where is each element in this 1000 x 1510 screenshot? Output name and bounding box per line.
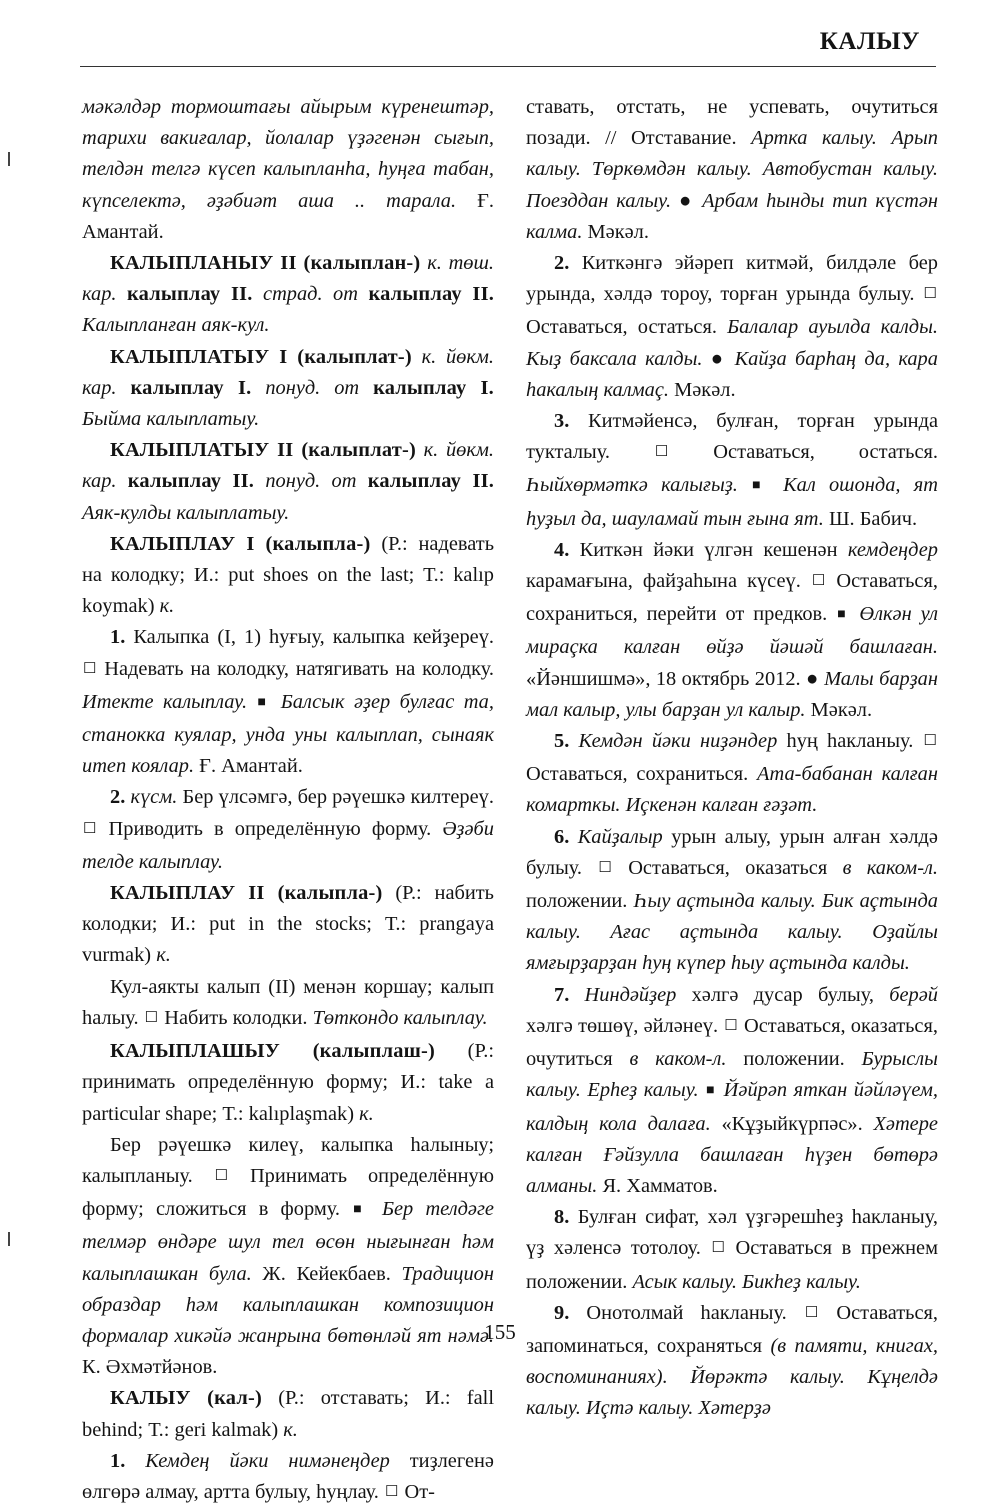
bullet-icon: ●	[678, 189, 695, 212]
sense-4: 4. Киткән йәки үлгән кешенән кемдеңдер карамағына, файҙаһына күсеү. ☐ Оставаться, сохраниться, перейти от предков. ■ Өлкән ул мираçка калған өйҙә йәшәй башлаған. «Йәншишмә», 18 октябрь 2012. ● Малы барҙан мал калыр, улы барҙан ул калыр. Мәкәл.	[526, 538, 938, 721]
white-square-icon: ☐	[711, 1240, 725, 1257]
white-square-icon: ☐	[923, 733, 937, 750]
bullet-icon: ●	[710, 347, 727, 370]
author: Ғ. Амантай.	[82, 189, 494, 243]
example-text: Аяк-кулды калыплатыу.	[82, 501, 290, 524]
example-text: Калыпланған аяк-кул.	[82, 314, 270, 337]
sense-1: 1. Кемдең йәки нимәнеңдер тиҙлегенә өлгөрә алмау, артта булыу, һуңлау. ☐ От-	[82, 1449, 494, 1503]
translations: (Р.: принимать определённую форму; И.: take a particular shape; Т.: kalıplaşmak)	[82, 1040, 494, 1125]
white-square-icon: ☐	[724, 1017, 738, 1034]
entry-kalyplau-1: КАЛЫПЛАУ I (калыпла-) (Р.: надевать на колодку; И.: put shoes on the last; Т.: kalıp koymak) к.	[82, 532, 494, 618]
translations: (Р.: отставать; И.: fall behind; Т.: geri kalmak)	[82, 1387, 494, 1441]
headword: КАЛЫПЛАШЫУ (калыплаш-)	[110, 1040, 436, 1063]
left-column	[82, 92, 494, 1510]
translations: (Р.: набить колодки; И.: put in the stocks; Т.: prangaya vurmak)	[82, 882, 494, 967]
sense: Кул-аякты калып (II) менән коршау; калып һалыу. ☐ Набить колодки. Төткондо калыплау.	[82, 975, 494, 1029]
bullet-icon: ●	[806, 667, 819, 690]
entry-kalyplatyu-1: КАЛЫПЛАТЫУ I (калыплат-) к. йөкм. кар. калыплау I. понуд. от калыплау I. Быйма калыплатыу.	[82, 345, 494, 431]
white-square-icon: ☐	[811, 573, 826, 590]
white-square-icon: ☐	[214, 1167, 229, 1184]
headword: КАЛЫПЛАТЫУ I (калыплат-)	[110, 345, 412, 368]
sense-6: 6. Кайҙалыр урын алыу, урын алған хәлдә булыу. ☐ Оставаться, оказаться в каком-л. положении. Һыу аçтында калыу. Бик аçтында калыу. Ағас аçтында калыу. Оҙайлы ямғырҙарҙан һуң күпер һыу аçтында калды.	[526, 825, 938, 975]
black-square-icon: ■	[837, 607, 850, 623]
entry-kalyplanyu-2: КАЛЫПЛАНЫУ II (калыплан-) к. төш. кар. калыплау II. страд. от калыплау II. Калыпланған аяк-кул.	[82, 252, 494, 337]
example-text: Быйма калыплатыу.	[82, 408, 260, 431]
entry-kalyplau-2: КАЛЫПЛАУ II (калыпла-) (Р.: набить колодки; И.: put in the stocks; Т.: prangaya vurmak) к.	[82, 882, 494, 967]
sense-7: 7. Ниндәйҙер хәлгә дусар булыу, берәй хәлгә төшөү, әйләнеү. ☐ Оставаться, оказаться, очутиться в каком-л. положении. Бурыслы калыу. Ерһеҙ калыу. ■ Йәйрәп яткан йәйләүем, калдың кола далаға. «Кұҙыйкүрпәс». Хәтере калған Ғәйзулла башлаған һүҙен бөтөрә алманы. Я. Хамматов.	[526, 983, 938, 1197]
sense-9: 9. Онотолмай һакланыу. ☐ Оставаться, запоминаться, сохраняться (в памяти, книгах, воспоминаниях). Йөрәктә калыу. Кұңелдә калыу. Иçтә калыу. Хәтерҙә	[526, 1301, 938, 1420]
headword: КАЛЫУ (кал-)	[110, 1387, 262, 1410]
white-square-icon: ☐	[923, 286, 937, 303]
black-square-icon: ■	[257, 694, 271, 710]
black-square-icon: ■	[752, 478, 769, 494]
headword: КАЛЫПЛАНЫУ II (калыплан-)	[110, 252, 421, 275]
sense-2: 2. күсм. Бер үлсәмгә, бер рәүешкә килтереү. ☐ Приводить в определённую форму. Әҙәби телде калыплау.	[82, 786, 494, 873]
white-square-icon: ☐	[804, 1304, 819, 1321]
header-rule	[80, 66, 936, 67]
sense-8: 8. Булған сифат, хәл үҙгәрешһеҙ һакланыу, үҙ хәленсә тотолоу. ☐ Оставаться в прежнем положении. Асык калыу. Бикһеҙ калыу.	[526, 1206, 938, 1293]
margin-mark	[8, 1232, 10, 1246]
white-square-icon: ☐	[654, 444, 669, 461]
white-square-icon: ☐	[144, 1009, 159, 1026]
page-number: 155	[484, 1320, 516, 1344]
entry-kalyplashyu: КАЛЫПЛАШЫУ (калыплаш-) (Р.: принимать определённую форму; И.: take a particular shape; Т.: kalıplaşmak) к.	[82, 1040, 494, 1125]
white-square-icon: ☐	[83, 820, 97, 837]
headword: КАЛЫПЛАУ I (калыпла-)	[110, 532, 371, 555]
black-square-icon: ■	[353, 1202, 369, 1218]
white-square-icon: ☐	[83, 660, 97, 677]
translations: (Р.: надевать на колодку; И.: put shoes on the last; Т.: kalıp koymak)	[82, 532, 494, 618]
sense: Бер рәүешкә килеү, калыпка һалыныу; калыпланыу. ☐ Принимать определённую форму; сложиться в форму. ■ Бер телдәге телмәр өндәре шул тел өсөн нығынған һәм калыплашкан була. Ж. Кейекбаев. Традицион образдар һәм калыплашкан композицион формалар хикәйә жанрына бөтөнләй ят нәмә. К. Әхмәтйәнов.	[82, 1133, 494, 1379]
sense-1: 1. Калыпка (I, 1) һуғыу, калыпка кейҙереү. ☐ Надевать на колодку, натягивать на колодку. Итекте калыплау. ■ Балсык әҙер булғас та, станокка куялар, унда уны калыплап, сынаяк итеп коялар. Ғ. Амантай.	[82, 626, 494, 778]
margin-mark	[8, 152, 10, 166]
sense-1-continuation: ставать, отстать, не успевать, очутиться позади. // Отставание. Артка калыу. Арып калыу. Төркөмдән калыу. Автобустан калыу. Поезддан калыу. ● Арбам һынды тип күстән калма. Мәкәл.	[526, 96, 938, 243]
sense-2: 2. Киткәнгә эйәреп китмәй, билдәле бер урында, хәлдә тороу, торған урында булыу. ☐ Оставаться, остаться. Балалар ауылда калды. Кыҙ баксала калды. ● Кайҙа барһаң да, кара һакалың калмаç. Мәкәл.	[526, 252, 938, 401]
black-square-icon: ■	[706, 1083, 717, 1099]
entry-continuation	[82, 92, 494, 248]
white-square-icon: ☐	[598, 859, 612, 876]
entry-kalyplatyu-2: КАЛЫПЛАТЫУ II (калыплат-) к. йөкм. кар. калыплау II. понуд. от калыплау II. Аяк-кулды калыплатыу.	[82, 439, 495, 524]
right-column	[526, 92, 938, 1425]
sense-3: 3. Китмәйенсә, булған, торған урында тукталыу. ☐ Оставаться, остаться. Һыйхөрмәткә калығыҙ. ■ Кал ошонда, ят һуҙыл да, шауламай тын ғына ят. Ш. Бабич.	[526, 410, 938, 530]
entry-kalyu: КАЛЫУ (кал-) (Р.: отставать; И.: fall behind; Т.: geri kalmak) к.	[82, 1387, 494, 1441]
example-text: мәкәлдәр тормоштағы айырым күренештәр, тарихи вакиғалар, йолалар үҙәгенән сығып, телдән телгә күсеп калыпланһа, һуңға табан, күпселектә, әҙәбиәт аша .. тарала.	[82, 96, 494, 212]
headword: КАЛЫПЛАУ II (калыпла-)	[110, 882, 383, 905]
sense-5: 5. Кемдән йәки ниҙәндер һуң һакланыу. ☐ Оставаться, сохраниться. Ата-бабанан калған комарткы. Иçкенән калған ғәҙәт.	[526, 730, 938, 817]
headword: КАЛЫПЛАТЫУ II (калыплат-)	[110, 439, 416, 462]
running-head: КАЛЫУ	[819, 28, 920, 55]
white-square-icon: ☐	[384, 1483, 399, 1500]
